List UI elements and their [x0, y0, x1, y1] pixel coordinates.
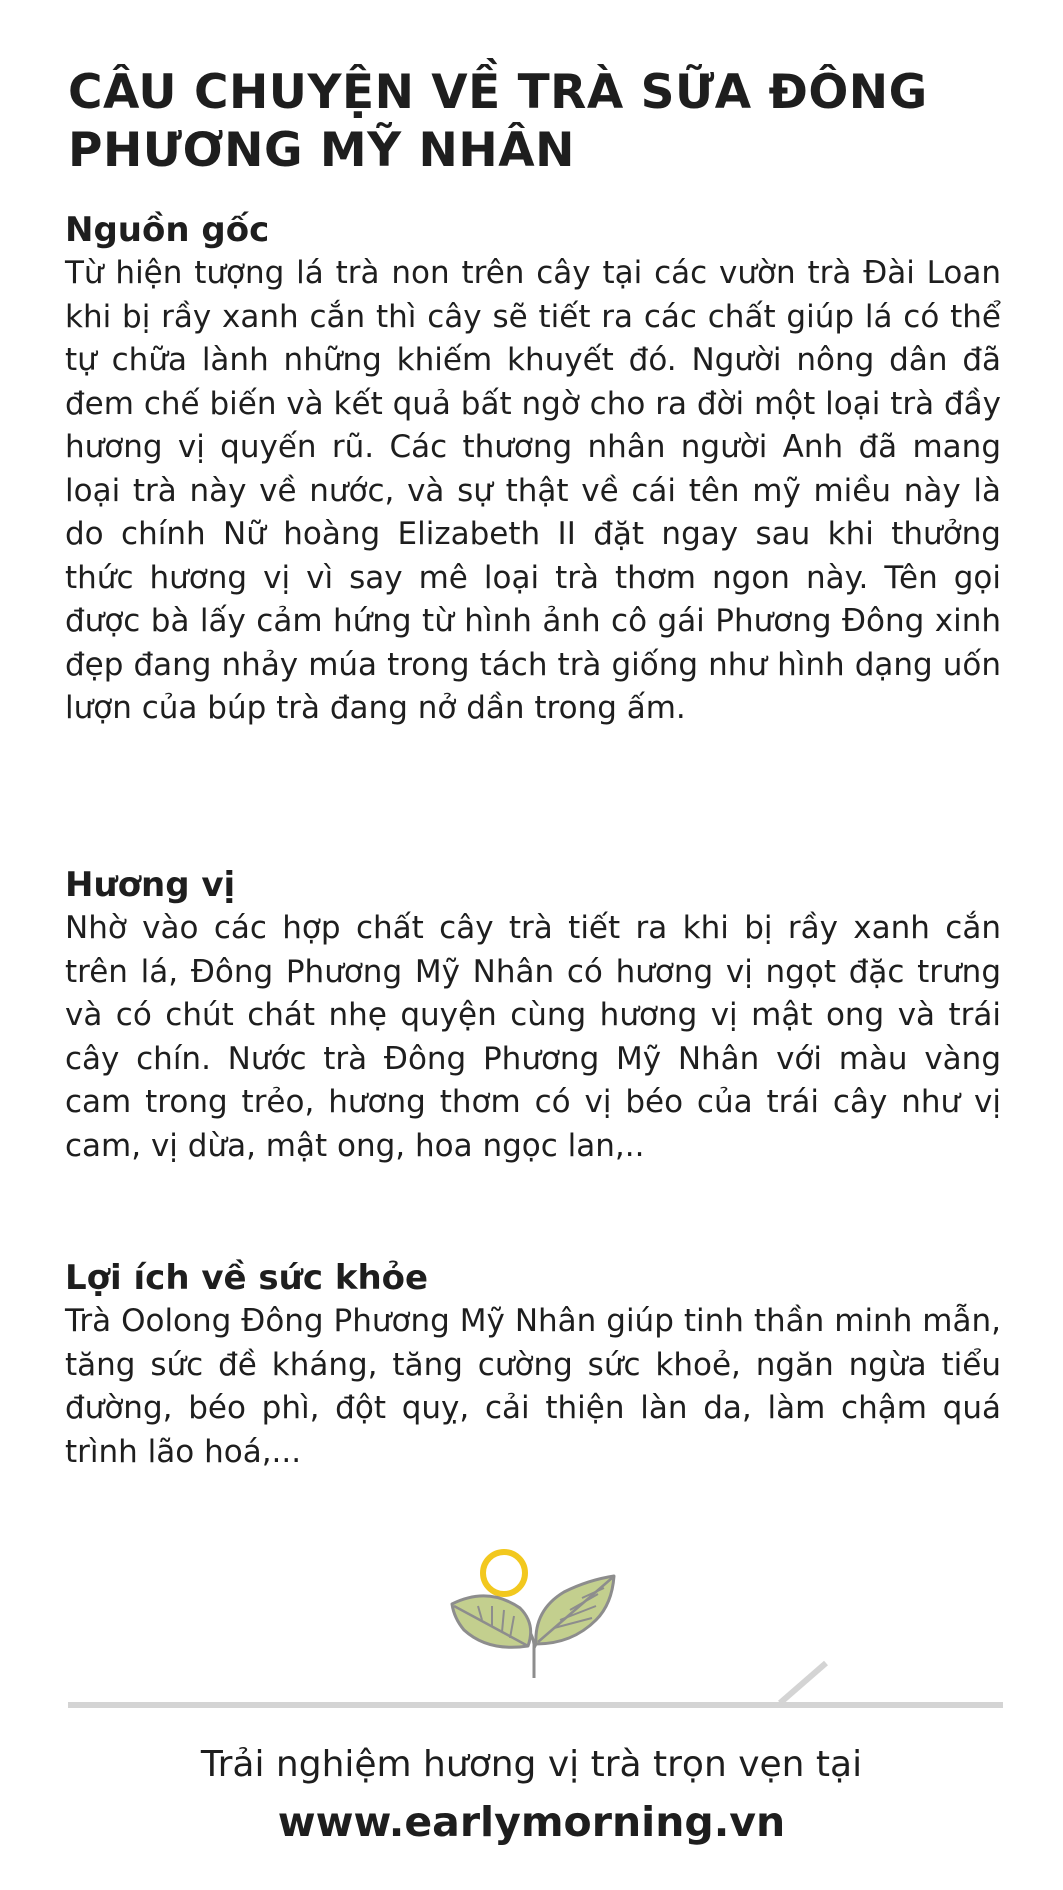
section-body-flavor: Nhờ vào các hợp chất cây trà tiết ra khi bị rầy xanh cắn trên lá, Đông Phương Mỹ Nhân có hương vị ngọt đặc trưng và có chút chát nhẹ quyện cùng hương vị mật ong và trái cây chín. Nước trà Đông Phương Mỹ Nhân với màu vàng cam trong trẻo, hương thơm có vị béo của trái cây như vị cam, vị dừa, mật ong, hoa ngọc lan,..: [65, 910, 1001, 1164]
ground-line-slash: [780, 1663, 826, 1703]
section-health: [65, 1256, 1001, 1474]
section-flavor: [65, 863, 1001, 1168]
page-title: CÂU CHUYỆN VỀ TRÀ SỮA ĐÔNG PHƯƠNG MỸ NHÂN: [68, 65, 928, 178]
ground-line: [68, 1655, 1003, 1715]
section-heading-flavor: Hương vị: [65, 865, 236, 905]
section-heading-origin: Nguồn gốc: [65, 210, 270, 250]
footer-tagline: Trải nghiệm hương vị trà trọn vẹn tại: [200, 1744, 863, 1785]
sun-ring: [483, 1552, 525, 1594]
footer-website: www.earlymorning.vn: [277, 1798, 786, 1846]
section-origin: [65, 208, 1001, 731]
section-body-health: Trà Oolong Đông Phương Mỹ Nhân giúp tinh thần minh mẫn, tăng sức đề kháng, tăng cường sức khoẻ, ngăn ngừa tiểu đường, béo phì, đột quỵ, cải thiện làn da, làm chậm quá trình lão hoá,...: [65, 1303, 1001, 1470]
section-heading-health: Lợi ích về sức khỏe: [65, 1258, 429, 1298]
section-body-origin: Từ hiện tượng lá trà non trên cây tại các vườn trà Đài Loan khi bị rầy xanh cắn thì cây sẽ tiết ra các chất giúp lá có thể tự chữa lành những khiếm khuyết đó. Người nông dân đã đem chế biến và kết quả bất ngờ cho ra đời một loại trà đầy hương vị quyến rũ. Các thương nhân người Anh đã mang loại trà này về nước, và sự thật về cái tên mỹ miều này là do chính Nữ hoàng Elizabeth II đặt ngay sau khi thưởng thức hương vị vì say mê loại trà thơm ngon này. Tên gọi được bà lấy cảm hứng từ hình ảnh cô gái Phương Đông xinh đẹp đang nhảy múa trong tách trà giống như hình dạng uốn lượn của búp trà đang nở dần trong ấm.: [65, 255, 1001, 726]
